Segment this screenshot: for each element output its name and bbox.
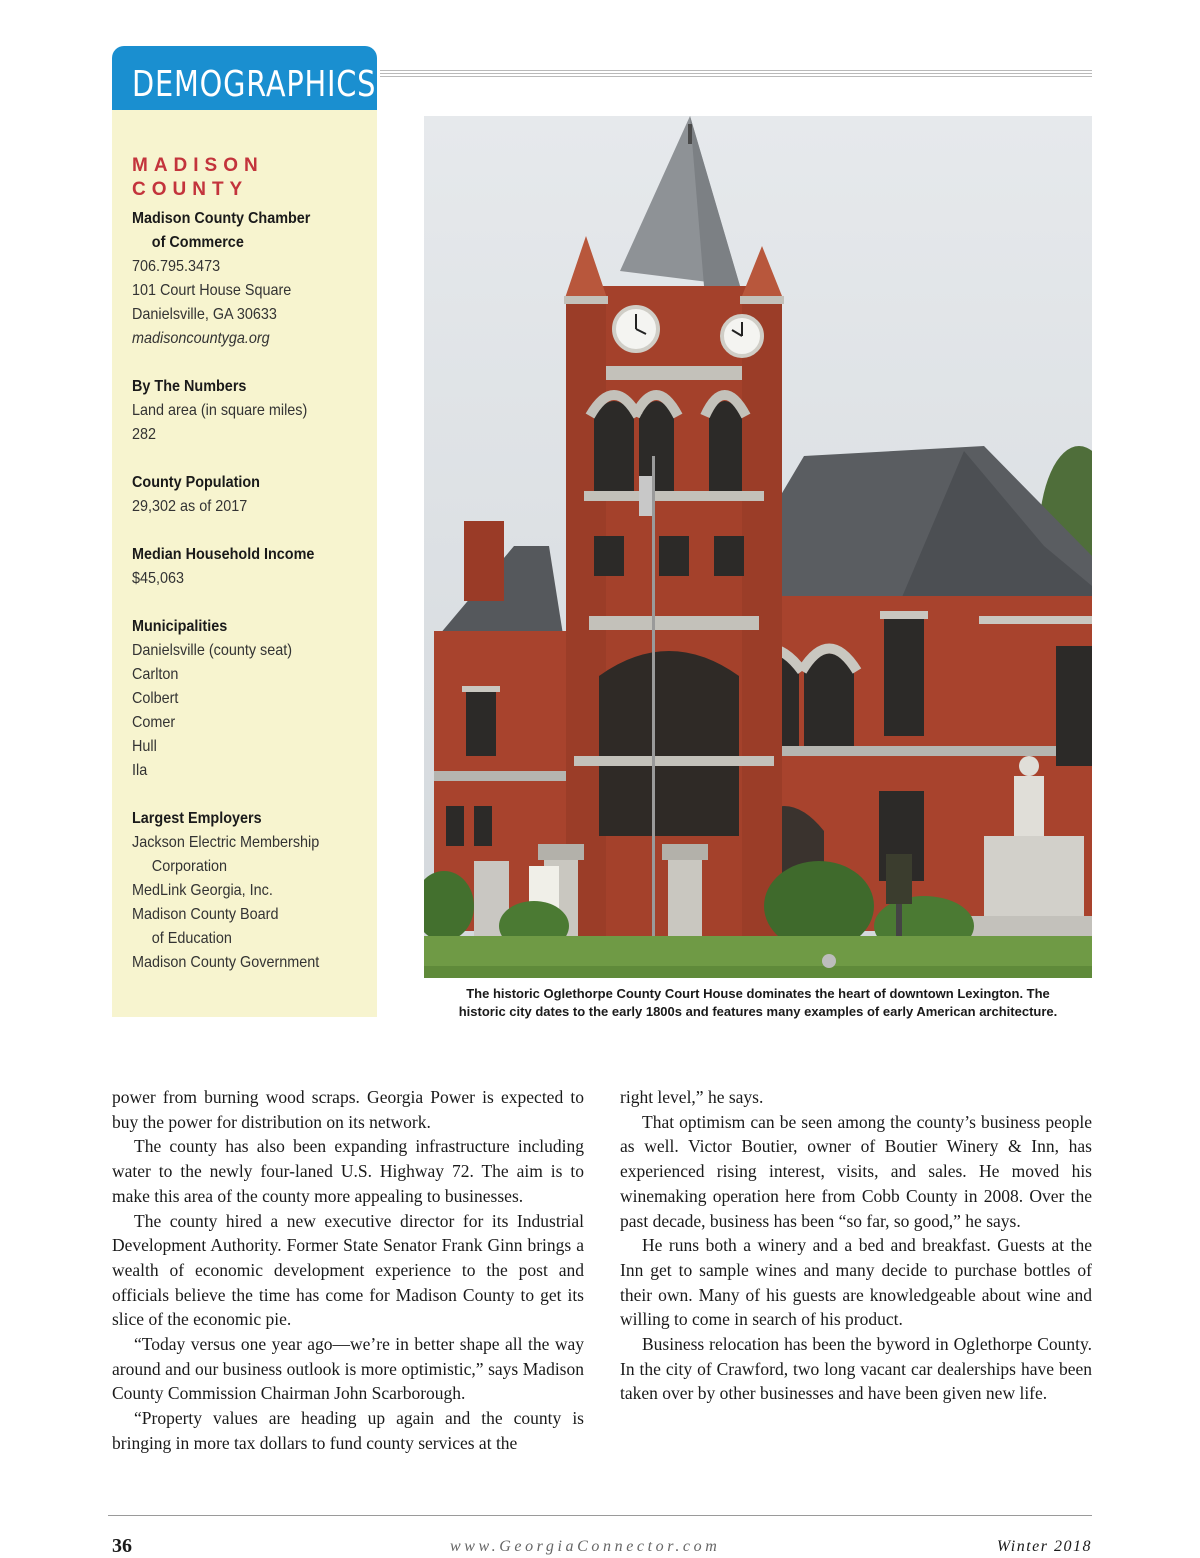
land-area-label: Land area (in square miles) — [132, 402, 308, 419]
municipality-item: Danielsville (county seat) — [132, 642, 293, 659]
employers-heading: Largest Employers — [132, 810, 262, 827]
footer-rule — [108, 1515, 1092, 1516]
numbers-heading: By The Numbers — [132, 378, 247, 395]
chamber-name: Madison County Chamber — [132, 210, 311, 227]
chamber-name-cont: of Commerce — [151, 234, 244, 251]
municipality-item: Colbert — [132, 690, 179, 707]
article-paragraph: power from burning wood scraps. Georgia Power is expected to buy the power for distribution on its network. — [112, 1087, 584, 1132]
county-name-line2: COUNTY — [132, 179, 249, 200]
income-heading: Median Household Income — [132, 546, 315, 563]
article-paragraph: right level,” he says. — [620, 1087, 764, 1107]
county-name-line1: MADISON — [132, 155, 264, 176]
employer-item: Madison County Government — [132, 954, 320, 971]
demographics-sidebar — [112, 110, 377, 1017]
photo-caption — [424, 985, 1092, 1021]
footer-website-link[interactable]: www.GeorgiaConnector.com — [450, 1538, 721, 1555]
population-value: 29,302 as of 2017 — [132, 498, 248, 515]
municipalities-block — [132, 615, 377, 783]
chamber-address-city: Danielsville, GA 30633 — [132, 306, 277, 323]
land-area-value: 282 — [132, 426, 157, 443]
municipality-item: Comer — [132, 714, 176, 731]
page-number: 36 — [112, 1535, 132, 1557]
photo-caption-line1: The historic Oglethorpe County Court House dominates the heart of downtown Lexington. The — [466, 986, 1050, 1001]
article-paragraph: That optimism can be seen among the county’s business people as well. Victor Boutier, owner of Boutier Winery & Inn, has experienced rising interest, visits, and sales. He moved his winemaking operation here from Cobb County in 2008. Over the past decade, business has been “so far, so good,” he says. — [620, 1111, 1092, 1231]
header-rule — [380, 70, 1092, 78]
municipality-item: Ila — [132, 762, 148, 779]
chamber-phone: 706.795.3473 — [132, 258, 221, 275]
article-paragraph: “Property values are heading up again and the county is bringing in more tax dollars to fund county services at the — [112, 1408, 584, 1453]
article-paragraph: The county hired a new executive director for its Industrial Development Authority. Former State Senator Frank Ginn brings a wealth of economic development experience to the post and officials believe the time has come for Madison County to get its slice of the economic pie. — [112, 1210, 584, 1330]
article-paragraph: “Today versus one year ago—we’re in better shape all the way around and our business outlook is more optimistic,” says Madison County Commission Chairman John Scarborough. — [112, 1334, 584, 1404]
issue-label: Winter 2018 — [996, 1538, 1092, 1555]
municipality-item: Carlton — [132, 666, 179, 683]
article-right-column — [620, 1085, 1092, 1406]
population-heading: County Population — [132, 474, 260, 491]
article-paragraph: The county has also been expanding infrastructure including water to the newly four-laned U.S. Highway 72. The aim is to make this area of the county more appealing to businesses. — [112, 1136, 584, 1206]
chamber-block — [132, 207, 377, 351]
courthouse-photo — [424, 116, 1092, 978]
county-name — [132, 154, 377, 202]
chamber-address-street: 101 Court House Square — [132, 282, 292, 299]
income-value: $45,063 — [132, 570, 185, 587]
section-tab — [112, 46, 377, 110]
municipality-item: Hull — [132, 738, 157, 755]
employer-item: Jackson Electric Membership — [132, 834, 320, 851]
article-paragraph: Business relocation has been the byword in Oglethorpe County. In the city of Crawford, two long vacant car dealerships have been taken over by other businesses and have been given new life. — [620, 1334, 1092, 1404]
article-left-column — [112, 1085, 584, 1456]
article-paragraph: He runs both a winery and a bed and breakfast. Guests at the Inn get to sample wines and many decide to purchase bottles of their own. Many of his guests are knowledgeable about wine and willing to come in search of his product. — [620, 1235, 1092, 1330]
section-title: DEMOGRAPHICS — [132, 64, 377, 105]
chamber-website-link[interactable]: madisoncountyga.org — [132, 330, 270, 347]
employer-item-cont: of Education — [151, 930, 232, 947]
income-block — [132, 543, 377, 591]
municipalities-heading: Municipalities — [132, 618, 228, 635]
numbers-block — [132, 375, 377, 447]
employer-item: Madison County Board — [132, 906, 279, 923]
employer-item-cont: Corporation — [151, 858, 228, 875]
population-block — [132, 471, 377, 519]
photo-caption-line2: historic city dates to the early 1800s and features many examples of early American architecture. — [458, 1004, 1058, 1019]
employers-block — [132, 807, 377, 975]
employer-item: MedLink Georgia, Inc. — [132, 882, 273, 899]
